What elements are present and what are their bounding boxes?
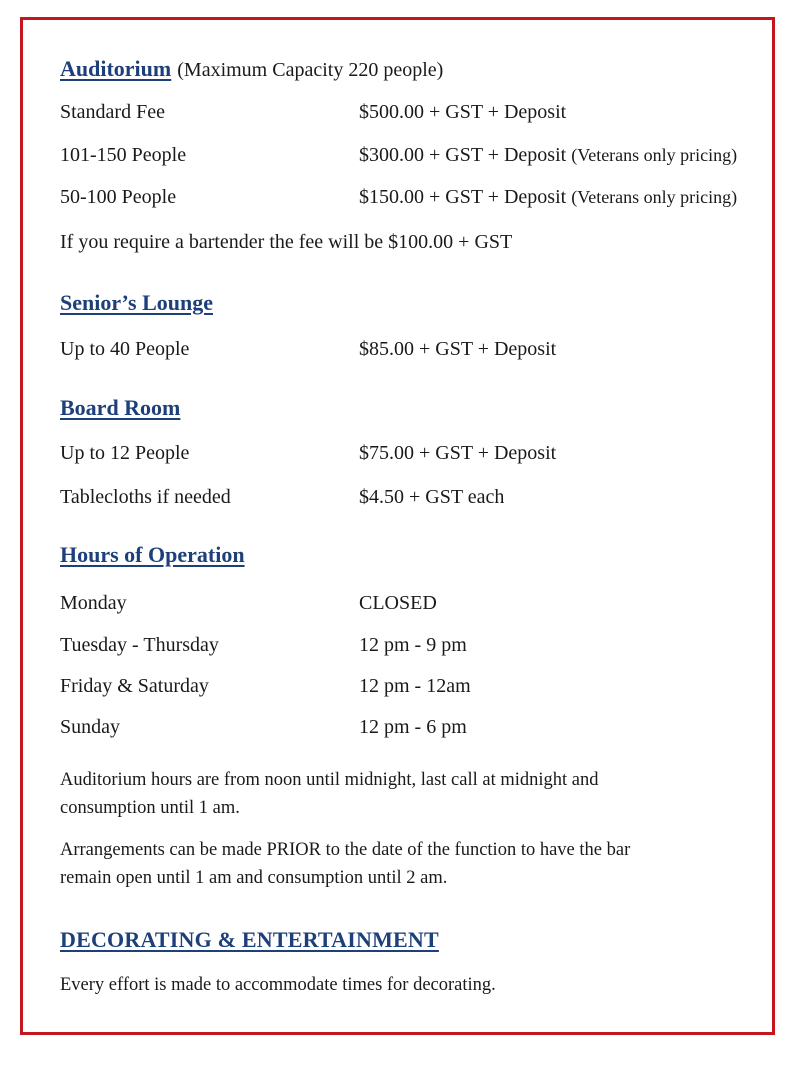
auditorium-hours-note: Auditorium hours are from noon until midnight, last call at midnight and consumption until 1 am. xyxy=(60,770,599,818)
auditorium-title: Auditorium xyxy=(60,56,172,81)
decorating-heading: DECORATING & ENTERTAINMENT xyxy=(60,927,439,952)
row-label: 50-100 People xyxy=(60,186,177,208)
hours-row-tue-thu xyxy=(60,634,780,660)
row-label: Up to 40 People xyxy=(60,338,190,360)
hours-row-monday xyxy=(60,592,780,618)
row-value: 12 pm - 9 pm xyxy=(359,634,467,656)
row-note: (Veterans only pricing) xyxy=(571,145,738,165)
bartender-note: If you require a bartender the fee will be $100.00 + GST xyxy=(60,231,513,253)
decorating-note: Every effort is made to accommodate times for decorating. xyxy=(60,975,496,995)
row-label: Sunday xyxy=(60,716,120,738)
row-value: $500.00 + GST + Deposit xyxy=(359,101,567,123)
row-note: (Veterans only pricing) xyxy=(571,187,738,207)
row-label: 101-150 People xyxy=(60,144,187,166)
row-value: $300.00 + GST + Deposit (Veterans only pricing) xyxy=(359,144,738,166)
hours-row-fri-sat xyxy=(60,675,780,701)
hours-row-sunday xyxy=(60,716,780,742)
auditorium-capacity-note: (Maximum Capacity 220 people) xyxy=(177,59,444,81)
row-label: Up to 12 People xyxy=(60,442,190,464)
arrangements-note: Arrangements can be made PRIOR to the date of the function to have the bar remain open until 1 am and consumption until 2 am. xyxy=(60,840,631,888)
row-value: $4.50 + GST each xyxy=(359,486,505,508)
row-value: $85.00 + GST + Deposit xyxy=(359,338,557,360)
auditorium-heading xyxy=(60,56,443,82)
row-label: Friday & Saturday xyxy=(60,675,209,697)
row-value: $150.00 + GST + Deposit (Veterans only pricing) xyxy=(359,186,738,208)
row-label: Tuesday - Thursday xyxy=(60,634,219,656)
board-room-row-people xyxy=(60,442,780,468)
board-room-row-tablecloths xyxy=(60,486,780,512)
row-label: Standard Fee xyxy=(60,101,165,123)
auditorium-row-101-150 xyxy=(60,144,780,170)
board-room-heading: Board Room xyxy=(60,395,181,420)
auditorium-row-standard xyxy=(60,101,780,127)
row-value: $75.00 + GST + Deposit xyxy=(359,442,557,464)
seniors-lounge-row xyxy=(60,338,780,364)
row-value: 12 pm - 6 pm xyxy=(359,716,467,738)
row-value: 12 pm - 12am xyxy=(359,675,471,697)
row-label: Tablecloths if needed xyxy=(60,486,231,508)
hours-heading: Hours of Operation xyxy=(60,542,245,567)
row-label: Monday xyxy=(60,592,127,614)
seniors-lounge-heading: Senior’s Lounge xyxy=(60,290,213,315)
row-value: CLOSED xyxy=(359,592,437,614)
auditorium-row-50-100 xyxy=(60,186,780,212)
